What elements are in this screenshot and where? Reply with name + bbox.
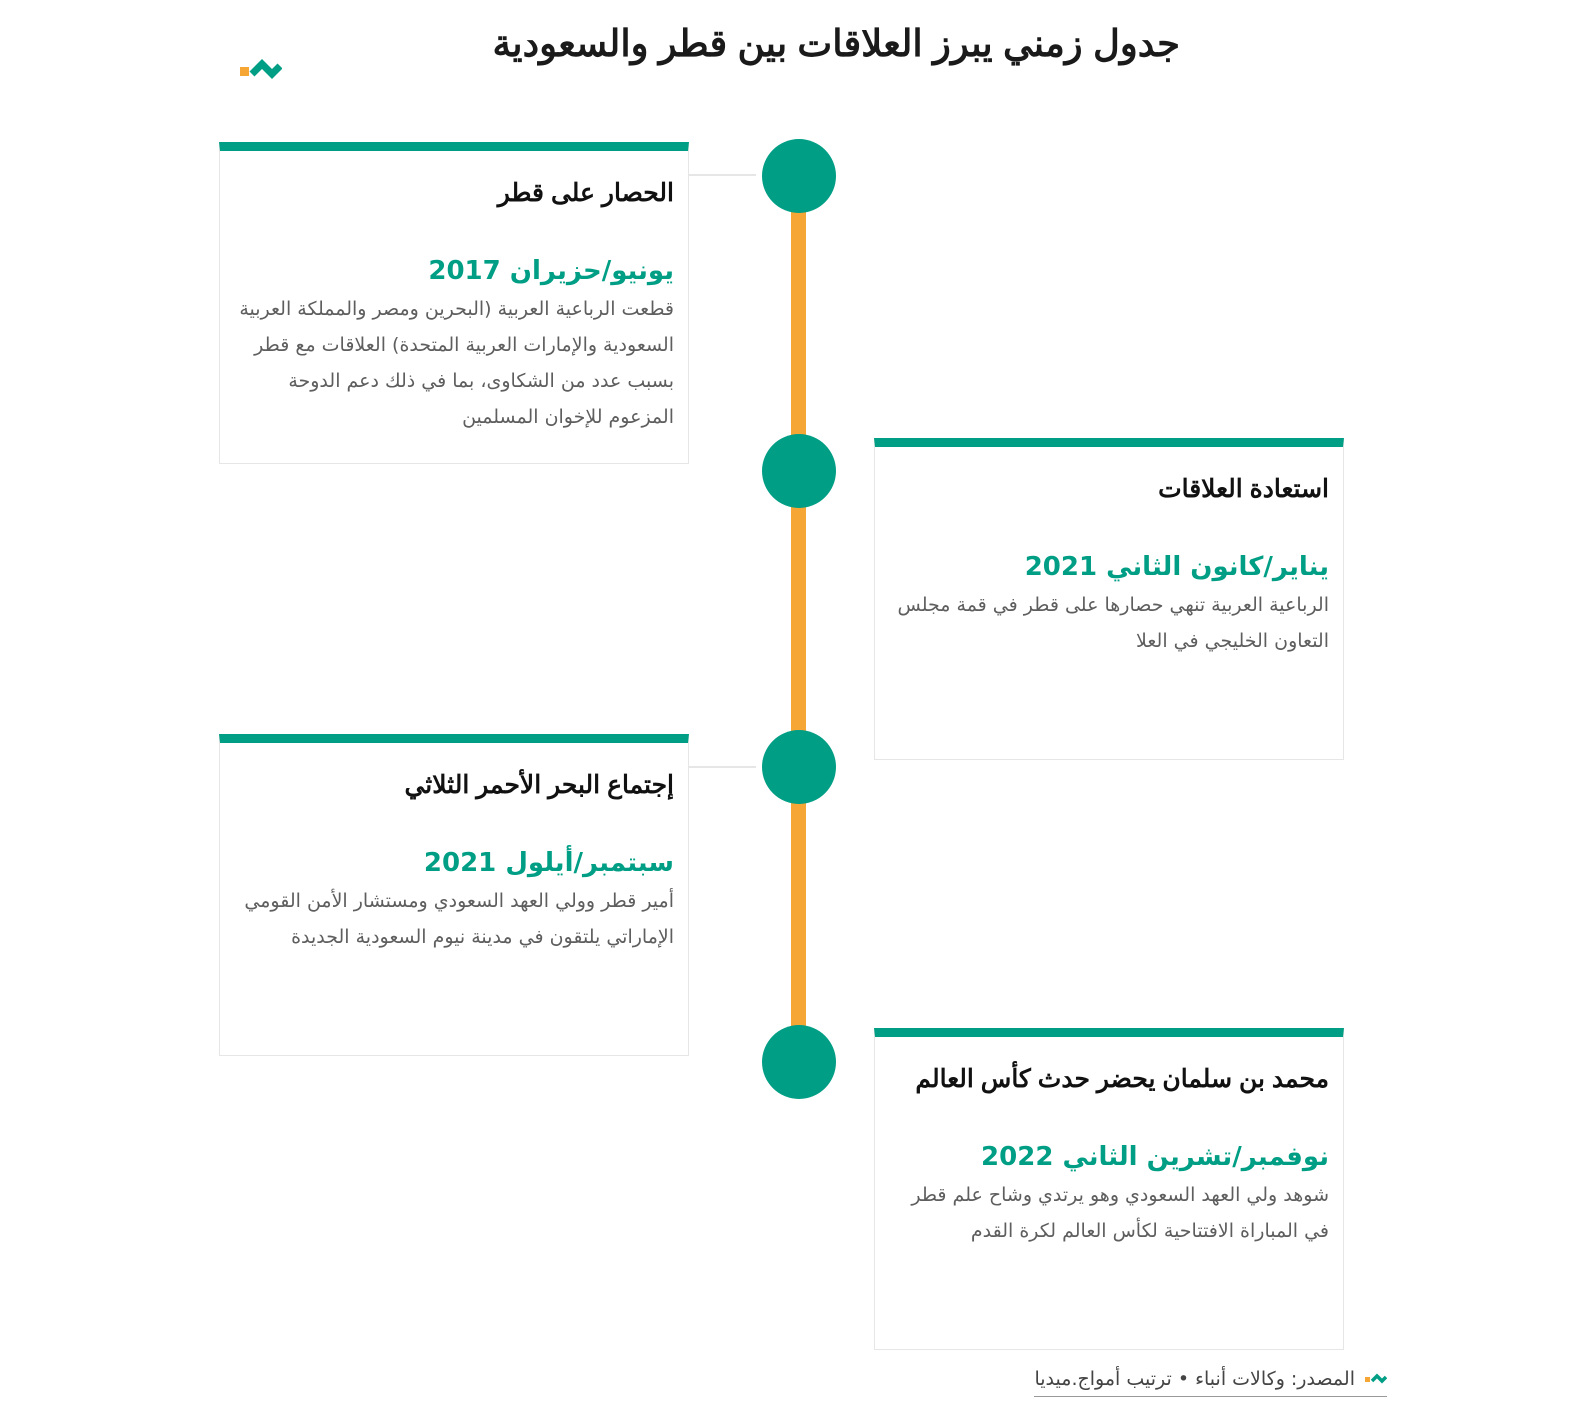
brand-logo-icon	[240, 58, 282, 84]
timeline-card-restoration	[874, 438, 1344, 760]
timeline-marker	[762, 434, 836, 508]
event-title: إجتماع البحر الأحمر الثلاثي	[404, 771, 674, 799]
event-date: نوفمبر/تشرين الثاني 2022	[981, 1142, 1329, 1172]
timeline-card-blockade	[219, 142, 689, 464]
event-date: يناير/كانون الثاني 2021	[1024, 552, 1329, 582]
timeline-marker	[762, 139, 836, 213]
event-date: يونيو/حزيران 2017	[428, 256, 674, 286]
timeline-marker	[762, 1025, 836, 1099]
page-title: جدول زمني يبرز العلاقات بين قطر والسعودية	[492, 23, 1180, 64]
event-date: سبتمبر/أيلول 2021	[423, 848, 674, 878]
event-description: قطعت الرباعية العربية (البحرين ومصر والمملكة العربية السعودية والإمارات العربية المتحدة) العلاقات مع قطر بسبب عدد من الشكاوى، بما في ذلك دعم الدوحة المزعوم للإخوان المسلمين	[239, 298, 674, 428]
event-description: أمير قطر وولي العهد السعودي ومستشار الأمن القومي الإماراتي يلتقون في مدينة نيوم السعودية الجديدة	[244, 890, 674, 948]
timeline-card-world-cup	[874, 1028, 1344, 1350]
source-footer	[1034, 1368, 1387, 1397]
event-title: محمد بن سلمان يحضر حدث كأس العالم	[915, 1065, 1329, 1093]
event-description: شوهد ولي العهد السعودي وهو يرتدي وشاح علم قطر في المباراة الافتتاحية لكأس العالم لكرة القدم	[911, 1184, 1329, 1242]
source-text: المصدر: وكالات أنباء • ترتيب أمواج.ميديا	[1034, 1368, 1355, 1390]
event-title: استعادة العلاقات	[1158, 475, 1329, 503]
event-description: الرباعية العربية تنهي حصارها على قطر في قمة مجلس التعاون الخليجي في العلا	[897, 594, 1329, 652]
timeline-card-red-sea-meeting	[219, 734, 689, 1056]
timeline-spine	[791, 175, 806, 1060]
timeline-marker	[762, 730, 836, 804]
event-title: الحصار على قطر	[497, 179, 674, 207]
brand-logo-small-icon	[1365, 1372, 1387, 1386]
